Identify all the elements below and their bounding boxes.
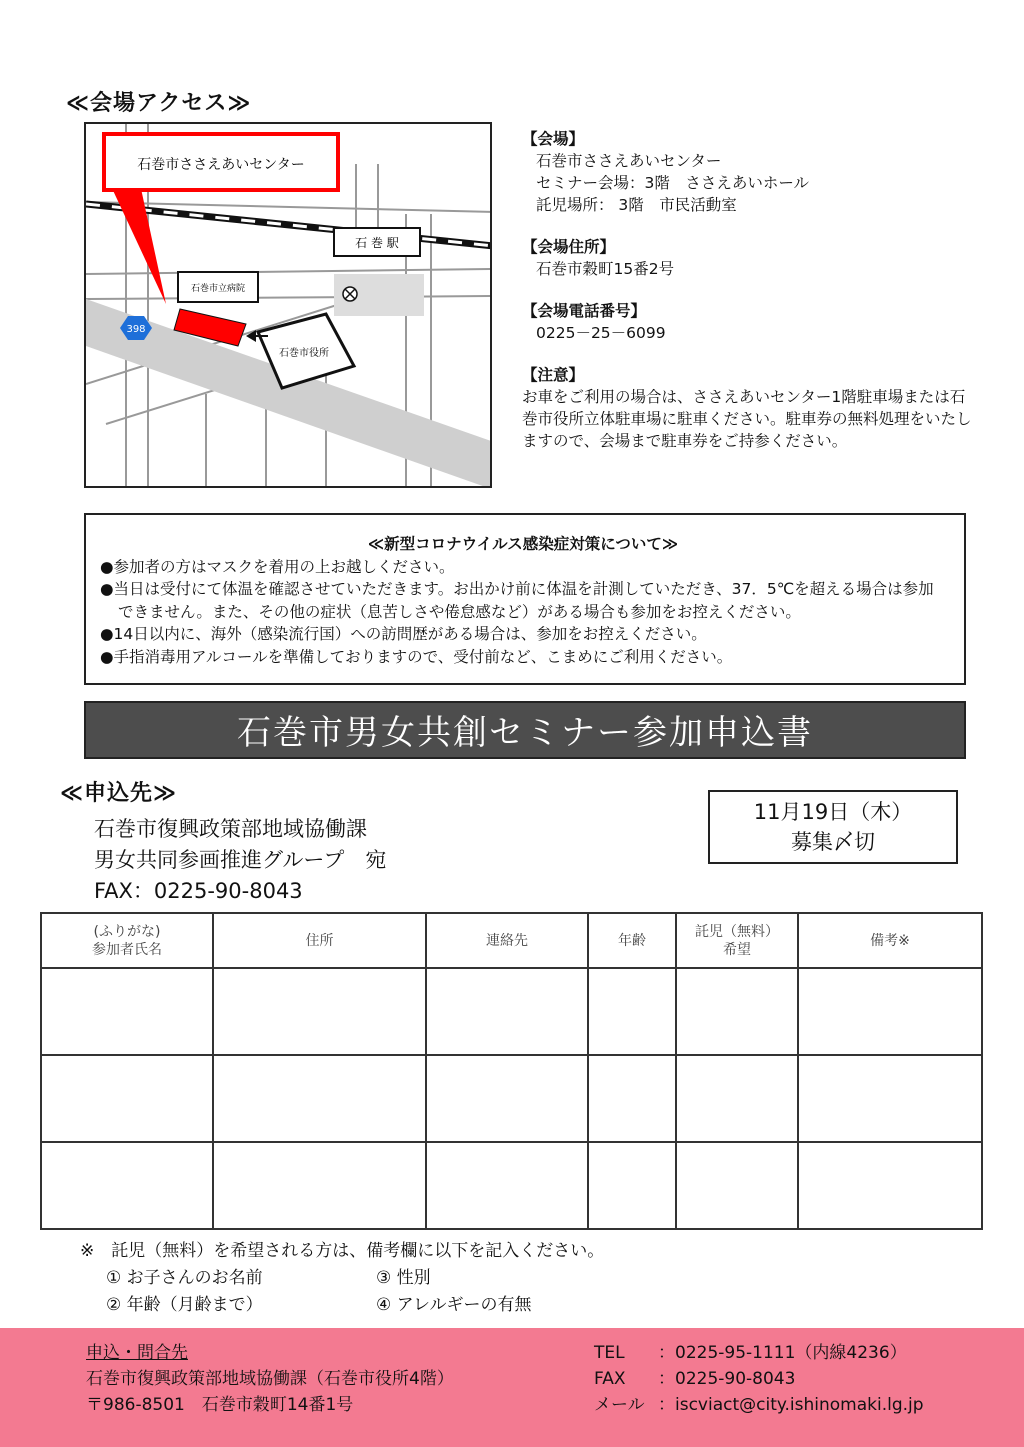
deadline-date: 11月19日（木） — [753, 800, 913, 824]
remarks-cell[interactable] — [798, 968, 982, 1055]
contact-cell[interactable] — [426, 1055, 588, 1142]
venue-name: 石巻市ささえあいセンター — [536, 152, 722, 170]
table-row — [41, 1142, 982, 1229]
age-cell[interactable] — [588, 1142, 676, 1229]
footer-left — [86, 1340, 454, 1418]
mail-value[interactable]: ：iscviact@city.ishinomaki.lg.jp — [658, 1395, 924, 1415]
dest-dept: 石巻市復興政策部地域協働課 — [94, 817, 367, 841]
address-cell[interactable] — [213, 968, 426, 1055]
table-row — [41, 1055, 982, 1142]
address-cell[interactable] — [213, 1055, 426, 1142]
tel-label: TEL — [594, 1343, 625, 1363]
map-hospital-label: 石巻市立病院 — [190, 284, 246, 294]
remarks-cell[interactable] — [798, 1055, 982, 1142]
access-title: ≪会場アクセス≫ — [66, 91, 252, 116]
note-item: ④ アレルギーの有無 — [376, 1295, 532, 1315]
covid-notice — [84, 513, 966, 685]
footer-heading: 申込・問合先 — [86, 1343, 188, 1363]
dest-fax: FAX：0225-90-8043 — [94, 879, 303, 903]
remarks-cell[interactable] — [798, 1142, 982, 1229]
access-map — [84, 122, 492, 488]
fax-label: FAX — [594, 1369, 626, 1389]
name-cell[interactable] — [41, 1142, 213, 1229]
venue-info — [522, 128, 972, 472]
col-childcare-header: 託児（無料） 希望 — [676, 913, 798, 968]
childcare-note — [80, 1238, 636, 1319]
col-remarks-header: 備考※ — [798, 913, 982, 968]
fax-value: ：0225-90-8043 — [658, 1369, 796, 1389]
footer-dept: 石巻市復興政策部地域協働課（石巻市役所4階） — [86, 1369, 454, 1389]
route-number: 398 — [126, 324, 146, 335]
venue-heading: 【会場】 — [522, 130, 585, 148]
covid-item: ●手指消毒用アルコールを準備しておりますので、受付前など、こまめにご利用ください。 — [100, 647, 733, 666]
childcare-cell[interactable] — [676, 1142, 798, 1229]
age-cell[interactable] — [588, 968, 676, 1055]
map-drawing — [86, 124, 492, 488]
map-cityhall-label: 石巻市役所 — [279, 348, 329, 359]
caution-heading: 【注意】 — [522, 366, 585, 384]
application-table — [40, 912, 983, 1230]
table-row — [41, 968, 982, 1055]
venue-address: 石巻市穀町15番2号 — [536, 260, 675, 278]
contact-cell[interactable] — [426, 968, 588, 1055]
footer-address: 〒986-8501 石巻市穀町14番1号 — [86, 1395, 354, 1415]
apply-destination — [94, 814, 386, 907]
age-cell[interactable] — [588, 1055, 676, 1142]
note-item: ③ 性別 — [376, 1268, 431, 1288]
dest-group: 男女共同参画推進グループ 宛 — [94, 848, 387, 872]
note-item: ② 年齢（月齢まで） — [106, 1295, 263, 1315]
name-cell[interactable] — [41, 968, 213, 1055]
phone-heading: 【会場電話番号】 — [522, 302, 647, 320]
col-age-header: 年齢 — [588, 913, 676, 968]
childcare-cell[interactable] — [676, 1055, 798, 1142]
childcare-room: 託児場所： 3階 市民活動室 — [536, 196, 737, 214]
apply-title: ≪申込先≫ — [60, 781, 178, 806]
address-heading: 【会場住所】 — [522, 238, 616, 256]
col-name-header: (ふりがな) 参加者氏名 — [41, 913, 213, 968]
caution-text: お車をご利用の場合は、ささえあいセンター1階駐車場または石巻市役所立体駐車場に駐車ください。駐車券の無料処理をいたしますので、会場まで駐車券をご持参ください。 — [522, 388, 972, 450]
tel-value[interactable]: ：0225-95-1111（内線4236） — [658, 1343, 907, 1363]
seminar-room: セミナー会場：3階 ささえあいホール — [536, 174, 810, 192]
col-contact-header: 連絡先 — [426, 913, 588, 968]
covid-item: ●14日以内に、海外（感染流行国）への訪問歴がある場合は、参加をお控えください。 — [100, 625, 707, 643]
form-banner: 石巻市男女共創セミナー参加申込書 — [84, 701, 966, 759]
map-station-label: 石 巻 駅 — [355, 236, 399, 250]
covid-item: ●当日は受付にて体温を確認させていただきます。お出かけ前に体温を計測していただき、37．5℃を超える場合は参加できません。また、その他の症状（息苦しさや倦怠感など）がある場合も参加をお控えください。 — [100, 580, 934, 621]
name-cell[interactable] — [41, 1055, 213, 1142]
deadline-box — [708, 790, 958, 864]
table-header-row — [41, 913, 982, 968]
address-cell[interactable] — [213, 1142, 426, 1229]
venue-phone: 0225－25－6099 — [536, 324, 666, 342]
deadline-label: 募集〆切 — [791, 830, 875, 854]
covid-item: ●参加者の方はマスクを着用の上お越しください。 — [100, 557, 455, 576]
mail-label: メール — [594, 1395, 645, 1415]
col-address-header: 住所 — [213, 913, 426, 968]
map-callout-label: 石巻市ささえあいセンター — [137, 157, 305, 173]
note-main: ※ 託児（無料）を希望される方は、備考欄に以下を記入ください。 — [80, 1241, 605, 1261]
covid-title: ≪新型コロナウイルス感染症対策について≫ — [367, 535, 679, 553]
note-item: ① お子さんのお名前 — [106, 1268, 263, 1288]
footer-right — [594, 1340, 924, 1418]
contact-cell[interactable] — [426, 1142, 588, 1229]
childcare-cell[interactable] — [676, 968, 798, 1055]
